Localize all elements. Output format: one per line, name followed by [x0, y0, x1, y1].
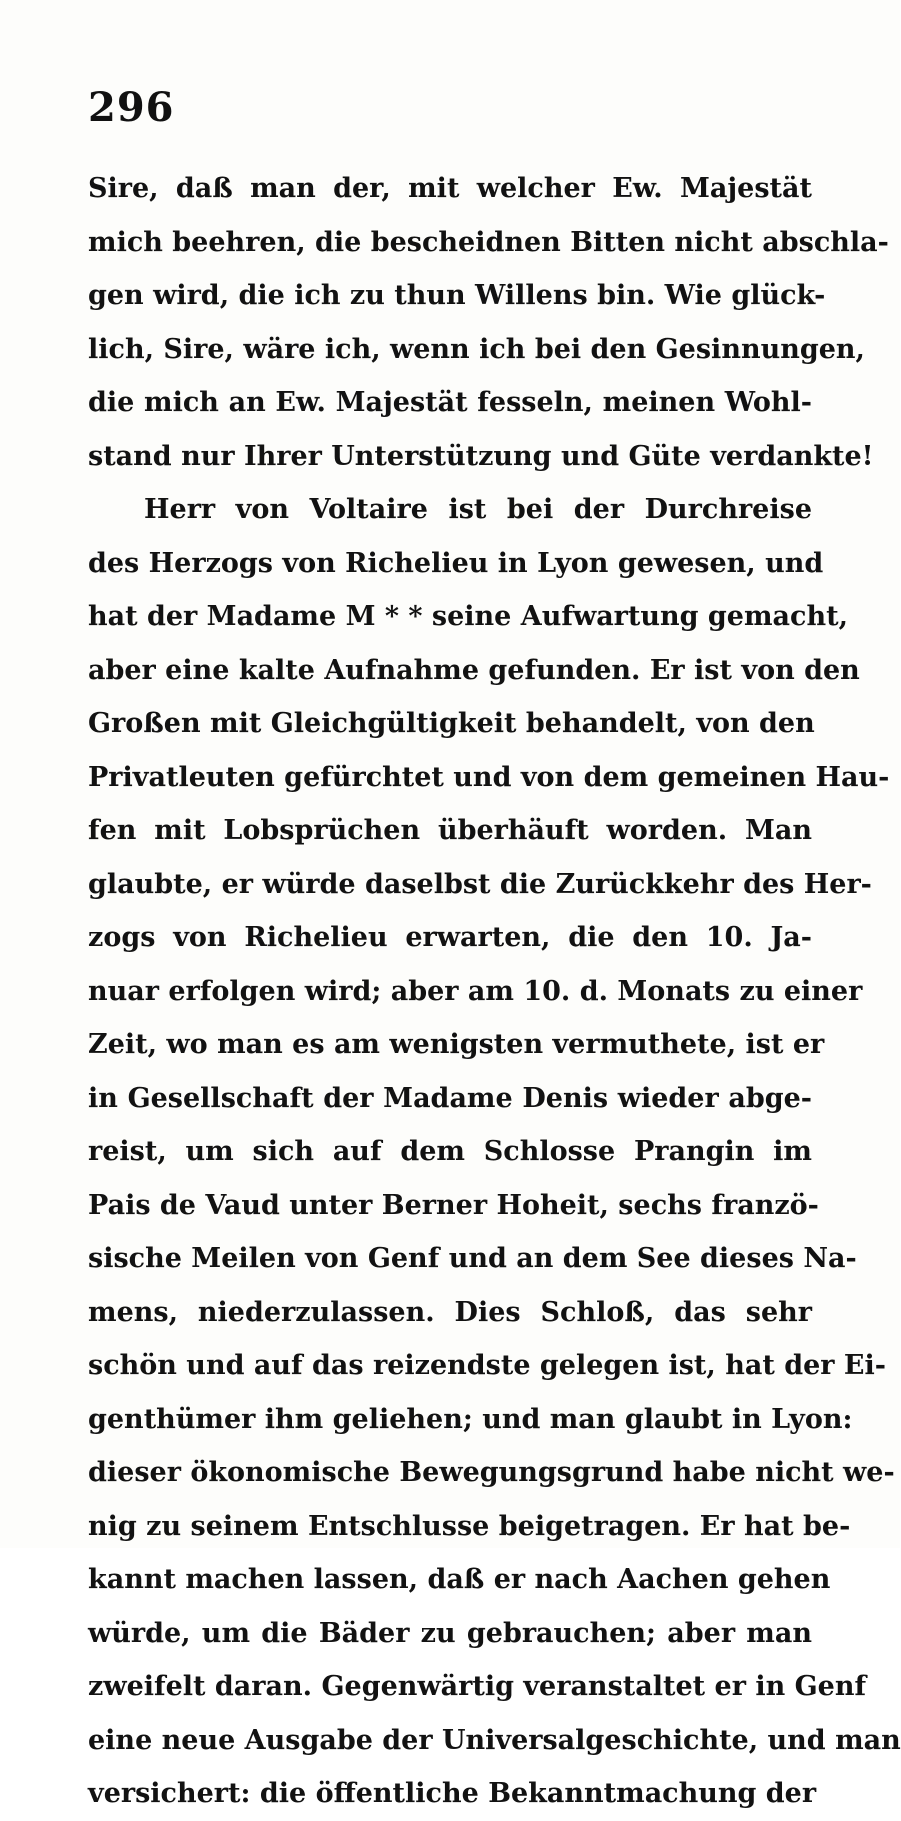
text-line: die mich an Ew. Majestät fesseln, meinen Wohl-: [88, 387, 812, 418]
text-line: hat der Madame M * * seine Aufwartung gemacht,: [88, 601, 848, 632]
text-line: in Gesellschaft der Madame Denis wieder abge-: [88, 1082, 812, 1114]
text-line: genthümer ihm geliehen; und man glaubt in Lyon:: [88, 1403, 853, 1435]
body-text: [88, 162, 901, 1821]
text-line: aber eine kalte Aufnahme gefunden. Er ist von den: [88, 654, 860, 686]
text-line: sische Meilen von Genf und an dem See dieses Na-: [88, 1243, 857, 1274]
text-line: würde, um die Bäder zu gebrauchen; aber man: [88, 1617, 812, 1649]
text-line: Pais de Vaud unter Berner Hoheit, sechs franzö-: [88, 1189, 819, 1221]
text-line: des Herzogs von Richelieu in Lyon gewesen, und: [88, 547, 824, 579]
text-line: nuar erfolgen wird; aber am 10. d. Monats zu einer: [88, 975, 863, 1007]
text-line: nig zu seinem Entschlusse beigetragen. Er hat be-: [88, 1510, 851, 1542]
text-line: Privatleuten gefürchtet und von dem gemeinen Hau-: [88, 761, 890, 793]
text-line: zogs von Richelieu erwarten, die den 10. Ja-: [88, 922, 812, 953]
text-line: zweifelt daran. Gegenwärtig veranstaltet er in Genf: [88, 1671, 867, 1702]
text-line: eine neue Ausgabe der Universalgeschichte, und man: [88, 1724, 901, 1756]
text-line: kannt machen lassen, daß er nach Aachen gehen: [88, 1564, 831, 1595]
text-line: gen wird, die ich zu thun Willens bin. Wie glück-: [88, 280, 826, 311]
text-line: versichert: die öffentliche Bekanntmachung der: [88, 1778, 817, 1809]
text-line: glaubte, er würde daselbst die Zurückkehr des Her-: [88, 868, 872, 900]
text-line: reist, um sich auf dem Schlosse Prangin im: [88, 1136, 812, 1167]
text-line: Zeit, wo man es am wenigsten vermuthete, ist er: [88, 1029, 825, 1060]
text-line: fen mit Lobsprüchen überhäuft worden. Man: [88, 815, 812, 846]
text-line: mich beehren, die bescheidnen Bitten nicht abschla-: [88, 226, 889, 258]
text-line: dieser ökonomische Bewegungsgrund habe nicht we-: [88, 1457, 895, 1488]
text-line: lich, Sire, wäre ich, wenn ich bei den Gesinnungen,: [88, 333, 865, 365]
text-line: stand nur Ihrer Unterstützung und Güte verdankte!: [88, 440, 874, 472]
page-number: 296: [88, 84, 175, 131]
text-line: Großen mit Gleichgültigkeit behandelt, von den: [88, 708, 815, 739]
text-line: Sire, daß man der, mit welcher Ew. Majestät: [88, 173, 812, 204]
text-line: schön und auf das reizendste gelegen ist, hat der Ei-: [88, 1350, 886, 1381]
text-line: mens, niederzulassen. Dies Schloß, das sehr: [88, 1296, 812, 1328]
text-line: Herr von Voltaire ist bei der Durchreise: [144, 494, 812, 525]
